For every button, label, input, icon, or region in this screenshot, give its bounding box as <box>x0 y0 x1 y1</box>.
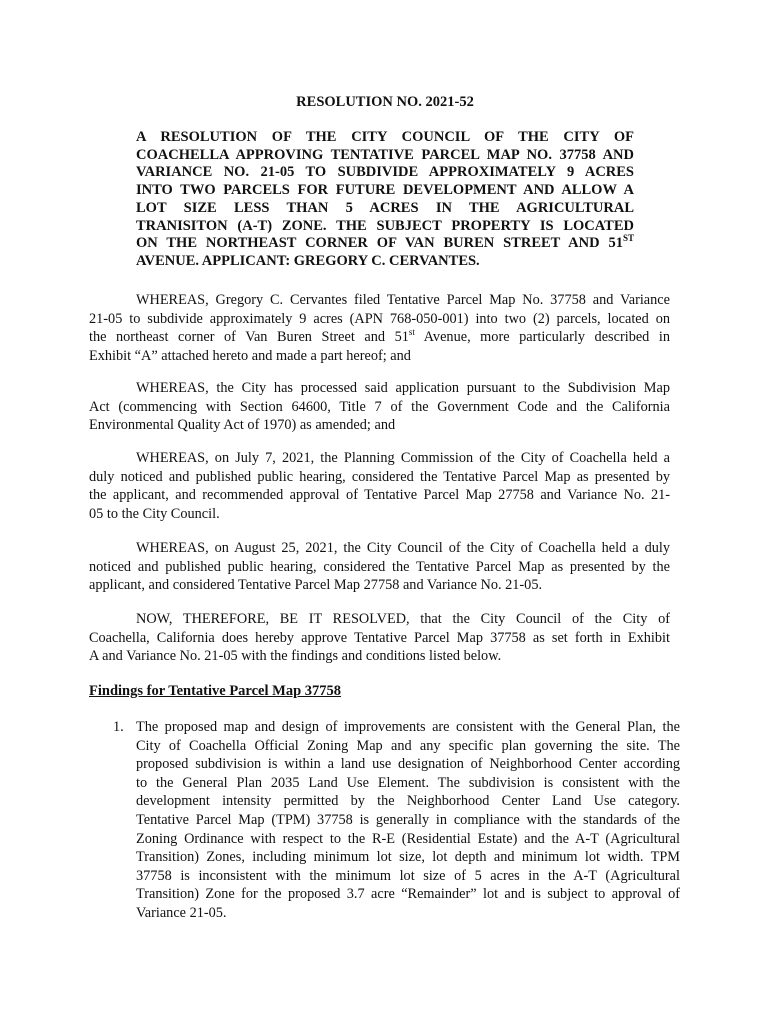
list-item-line: Variance 21-05. <box>136 904 227 921</box>
whereas-paragraph-3 <box>89 449 670 523</box>
paragraph-line: WHEREAS, the City has processed said application pursuant to the Subdivision Map <box>136 380 670 396</box>
list-item-line: 37758 is inconsistent with the minimum lot size of 5 acres in the A-T (Agricultural <box>136 867 680 884</box>
paragraph-line: A and Variance No. 21-05 with the findings and conditions listed below. <box>89 648 502 665</box>
paragraph-line: 21-05 to subdivide approximately 9 acres (APN 768-050-001) into two (2) parcels, located on <box>89 310 670 327</box>
paragraph-line: WHEREAS, on July 7, 2021, the Planning Commission of the City of Coachella held a <box>136 450 670 466</box>
resolution-heading <box>136 129 634 271</box>
heading-line: AVENUE. APPLICANT: GREGORY C. CERVANTES. <box>136 252 480 269</box>
heading-line-text: ON THE NORTHEAST CORNER OF VAN BUREN STREET AND 51 <box>136 235 623 252</box>
paragraph-line: Act (commencing with Section 64600, Title 7 of the Government Code and the California <box>89 398 670 415</box>
heading-line: LOT SIZE LESS THAN 5 ACRES IN THE AGRICULTURAL <box>136 199 634 216</box>
list-item-line: City of Coachella Official Zoning Map and any specific plan governing the site. The <box>136 737 680 754</box>
paragraph-line: WHEREAS, Gregory C. Cervantes filed Tentative Parcel Map No. 37758 and Variance <box>136 292 670 308</box>
list-item-line: Transition) Zones, including minimum lot size, lot depth and minimum lot width. TPM <box>136 849 680 866</box>
paragraph-line: applicant, and considered Tentative Parcel Map 27758 and Variance No. 21-05. <box>89 577 543 594</box>
heading-line: TRANISITON (A-T) ZONE. THE SUBJECT PROPERTY IS LOCATED <box>136 217 634 234</box>
list-item-line: Tentative Parcel Map (TPM) 37758 is generally in compliance with the standards of the <box>136 811 680 828</box>
whereas-paragraph-1 <box>89 291 670 365</box>
paragraph-line: NOW, THEREFORE, BE IT RESOLVED, that the City Council of the City of <box>136 611 670 627</box>
list-item-line: proposed subdivision is within a land use designation of Neighborhood Center according <box>136 756 680 773</box>
paragraph-line: 05 to the City Council. <box>89 505 220 522</box>
heading-superscript: ST <box>622 233 634 244</box>
list-item-line: Transition) Zone for the proposed 3.7 acre “Remainder” lot and is subject to approval of <box>136 886 680 903</box>
paragraph-line: the applicant, and recommended approval of Tentative Parcel Map 27758 and Variance No. 21- <box>89 487 670 504</box>
list-item-line: The proposed map and design of improvements are consistent with the General Plan, the <box>136 719 680 735</box>
resolution-title: RESOLUTION NO. 2021-52 <box>296 94 474 110</box>
heading-line: COACHELLA APPROVING TENTATIVE PARCEL MAP NO. 37758 AND <box>136 146 634 163</box>
paragraph-line <box>89 328 670 347</box>
heading-line <box>136 235 634 253</box>
paragraph-line: Exhibit “A” attached hereto and made a part hereof; and <box>89 347 411 364</box>
paragraph-line-text: the northeast corner of Van Buren Street and 51 <box>89 329 409 346</box>
whereas-paragraph-4 <box>89 539 670 595</box>
list-item-line: to the General Plan 2035 Land Use Element. The subdivision is consistent with the <box>136 774 680 791</box>
findings-heading: Findings for Tentative Parcel Map 37758 <box>89 683 342 699</box>
heading-line: A RESOLUTION OF THE CITY COUNCIL OF THE CITY OF <box>136 129 634 145</box>
heading-line: VARIANCE NO. 21-05 TO SUBDIVIDE APPROXIMATELY 9 ACRES <box>136 164 634 181</box>
list-item-number: 1. <box>113 719 124 735</box>
paragraph-line: duly noticed and published public hearing, considered the Tentative Parcel Map as presented by <box>89 468 670 485</box>
list-item-line: Zoning Ordinance with respect to the R-E (Residential Estate) and the A-T (Agricultural <box>136 830 680 847</box>
paragraph-line: noticed and published public hearing, considered the Tentative Parcel Map as presented by the <box>89 558 670 575</box>
list-item-line: development intensity permitted by the Neighborhood Center Land Use category. <box>136 793 680 810</box>
heading-line: INTO TWO PARCELS FOR FUTURE DEVELOPMENT AND ALLOW A <box>136 182 634 199</box>
resolved-paragraph <box>89 610 670 666</box>
paragraph-line: WHEREAS, on August 25, 2021, the City Council of the City of Coachella held a duly <box>136 540 670 556</box>
ordinal-superscript: st <box>408 327 415 338</box>
paragraph-line: Environmental Quality Act of 1970) as amended; and <box>89 417 396 434</box>
paragraph-line: Coachella, California does hereby approve Tentative Parcel Map 37758 as set forth in Exhibit <box>89 629 670 646</box>
paragraph-line-text: Avenue, more particularly described in <box>414 329 670 346</box>
whereas-paragraph-2 <box>89 379 670 435</box>
list-item <box>136 718 680 923</box>
